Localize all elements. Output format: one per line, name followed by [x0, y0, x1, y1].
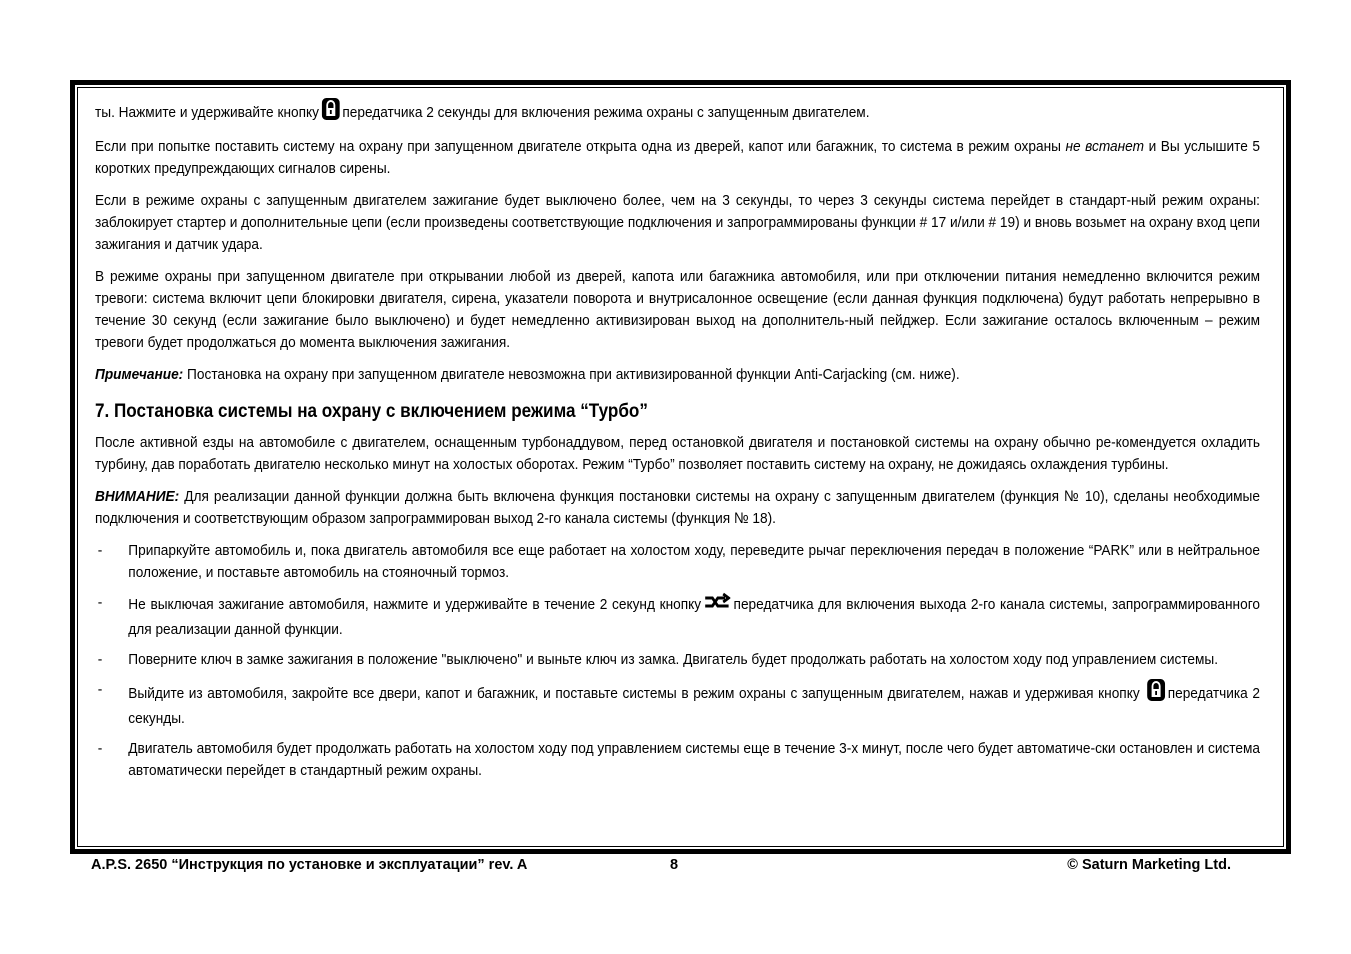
list-dash: - — [97, 594, 103, 611]
page-frame — [70, 80, 1291, 854]
list-item-text: Двигатель автомобиля будет продолжать работать на холостом ходу под управлением системы еще в течение 3-х минут, после чего будет автоматиче-ски остановлен и система автоматически перейдет в стандартный режим охраны. — [128, 740, 1260, 779]
warning-label: ВНИМАНИЕ: — [95, 488, 180, 505]
list-item — [95, 592, 1260, 641]
warning-text: Для реализации данной функции должна быть включена функция постановки системы на охрану с запущенным двигателем (функция № 10), сделаны необходимые подключения и соответствующим образом запрограммирован выход 2-го канала системы (функция № 18). — [95, 488, 1260, 527]
paragraph-turbo-intro: После активной езды на автомобиле с двигателем, оснащенным турбонаддувом, перед остановкой двигателя и постановкой системы на охрану обычно ре-комендуется охладить турбину, дав поработать двигателю несколько минут на холостых оборотах. Режим “Турбо” позволяет поставить систему на охрану, не дожидаясь охлаждения турбины. — [95, 434, 1260, 473]
footer-copyright: © Saturn Marketing Ltd. — [1067, 857, 1231, 873]
section-heading-turbo: 7. Постановка системы на охрану с включением режима “Турбо” — [95, 401, 648, 422]
page-content — [95, 98, 1260, 790]
list-item-text: передатчика для включения выхода 2-го канала системы, запрограммированного для реализации данной функции. — [128, 596, 1260, 638]
footer-document-title: A.P.S. 2650 “Инструкция по установке и эксплуатации” rev. A — [91, 857, 528, 873]
paragraph-note — [95, 364, 1260, 386]
list-item — [95, 679, 1260, 730]
list-dash: - — [97, 542, 103, 559]
page-footer — [91, 857, 1231, 877]
turbo-icon — [704, 592, 731, 619]
lock-icon — [1147, 679, 1165, 708]
turbo-steps-list — [95, 540, 1260, 782]
paragraph-intro — [95, 98, 1260, 127]
list-item — [95, 540, 1260, 584]
list-item-text: Выйдите из автомобиля, закройте все двери, капот и багажник, и поставьте системы в режим охраны с запущенным двигателем, нажав и удерживая кнопку — [128, 685, 1140, 702]
open-doors-text-end: и Вы услышите 5 коротких предупреждающих сигналов сирены. — [95, 138, 1260, 177]
list-dash: - — [97, 681, 103, 698]
paragraph-alarm-mode: В режиме охраны при запущенном двигателе при открывании любой из дверей, капота или багажника автомобиля, или при отключении питания немедленно включится режим тревоги: система включит цепи блокировки двигателя, сирена, указатели поворота и внутрисалонное освещение (если данная функция подключена) будут работать непрерывно в течение 30 секунд (если зажигание было выключено) и будет немедленно активизирован выход на дополнитель-ный пейджер. Если зажигание осталось включенным – режим тревоги будет продолжаться до момента выключения зажигания. — [95, 268, 1260, 351]
intro-text-start: ты. Нажмите и удерживайте кнопку — [95, 104, 319, 121]
lock-icon — [322, 98, 340, 127]
intro-text-end: передатчика 2 секунды для включения режима охраны с запущенным двигателем. — [342, 104, 870, 121]
paragraph-ignition-off: Если в режиме охраны с запущенным двигателем зажигание будет выключено более, чем на 3 секунды, то через 3 секунды система перейдет в стандарт-ный режим охраны: заблокирует стартер и дополнительные цепи (если произведены соответствующие подключения и запрограммированы функции # 17 и/или # 19) и вновь возьмет на охрану вход цепи зажигания и датчик удара. — [95, 192, 1260, 253]
open-doors-text: Если при попытке поставить систему на охрану при запущенном двигателе открыта одна из дверей, капот или багажник, то система в режим охраны — [95, 138, 1061, 155]
paragraph-warning — [95, 486, 1260, 530]
list-dash: - — [97, 651, 103, 668]
list-dash: - — [97, 740, 103, 757]
list-item-text: Не выключая зажигание автомобиля, нажмите и удерживайте в течение 2 секунд кнопку — [128, 596, 702, 613]
list-item — [95, 649, 1260, 671]
footer-page-number: 8 — [670, 857, 679, 873]
paragraph-open-doors — [95, 136, 1260, 180]
list-item — [95, 738, 1260, 782]
note-text: Постановка на охрану при запущенном двигателе невозможна при активизированной функции Anti-Carjacking (см. ниже). — [187, 366, 960, 383]
list-item-text: передатчика 2 секунды. — [128, 685, 1260, 727]
list-item-text: Припаркуйте автомобиль и, пока двигатель автомобиля все еще работает на холостом ходу, переведите рычаг переключения передач в положение “PARK” или в нейтральное положение, и поставьте автомобиль на стояночный тормоз. — [128, 542, 1260, 581]
open-doors-emphasis: не встанет — [1065, 138, 1145, 155]
list-item-text: Поверните ключ в замке зажигания в положение "выключено" и выньте ключ из замка. Двигатель будет продолжать работать на холостом ходу под управлением системы. — [128, 651, 1219, 668]
note-label: Примечание: — [95, 366, 184, 383]
